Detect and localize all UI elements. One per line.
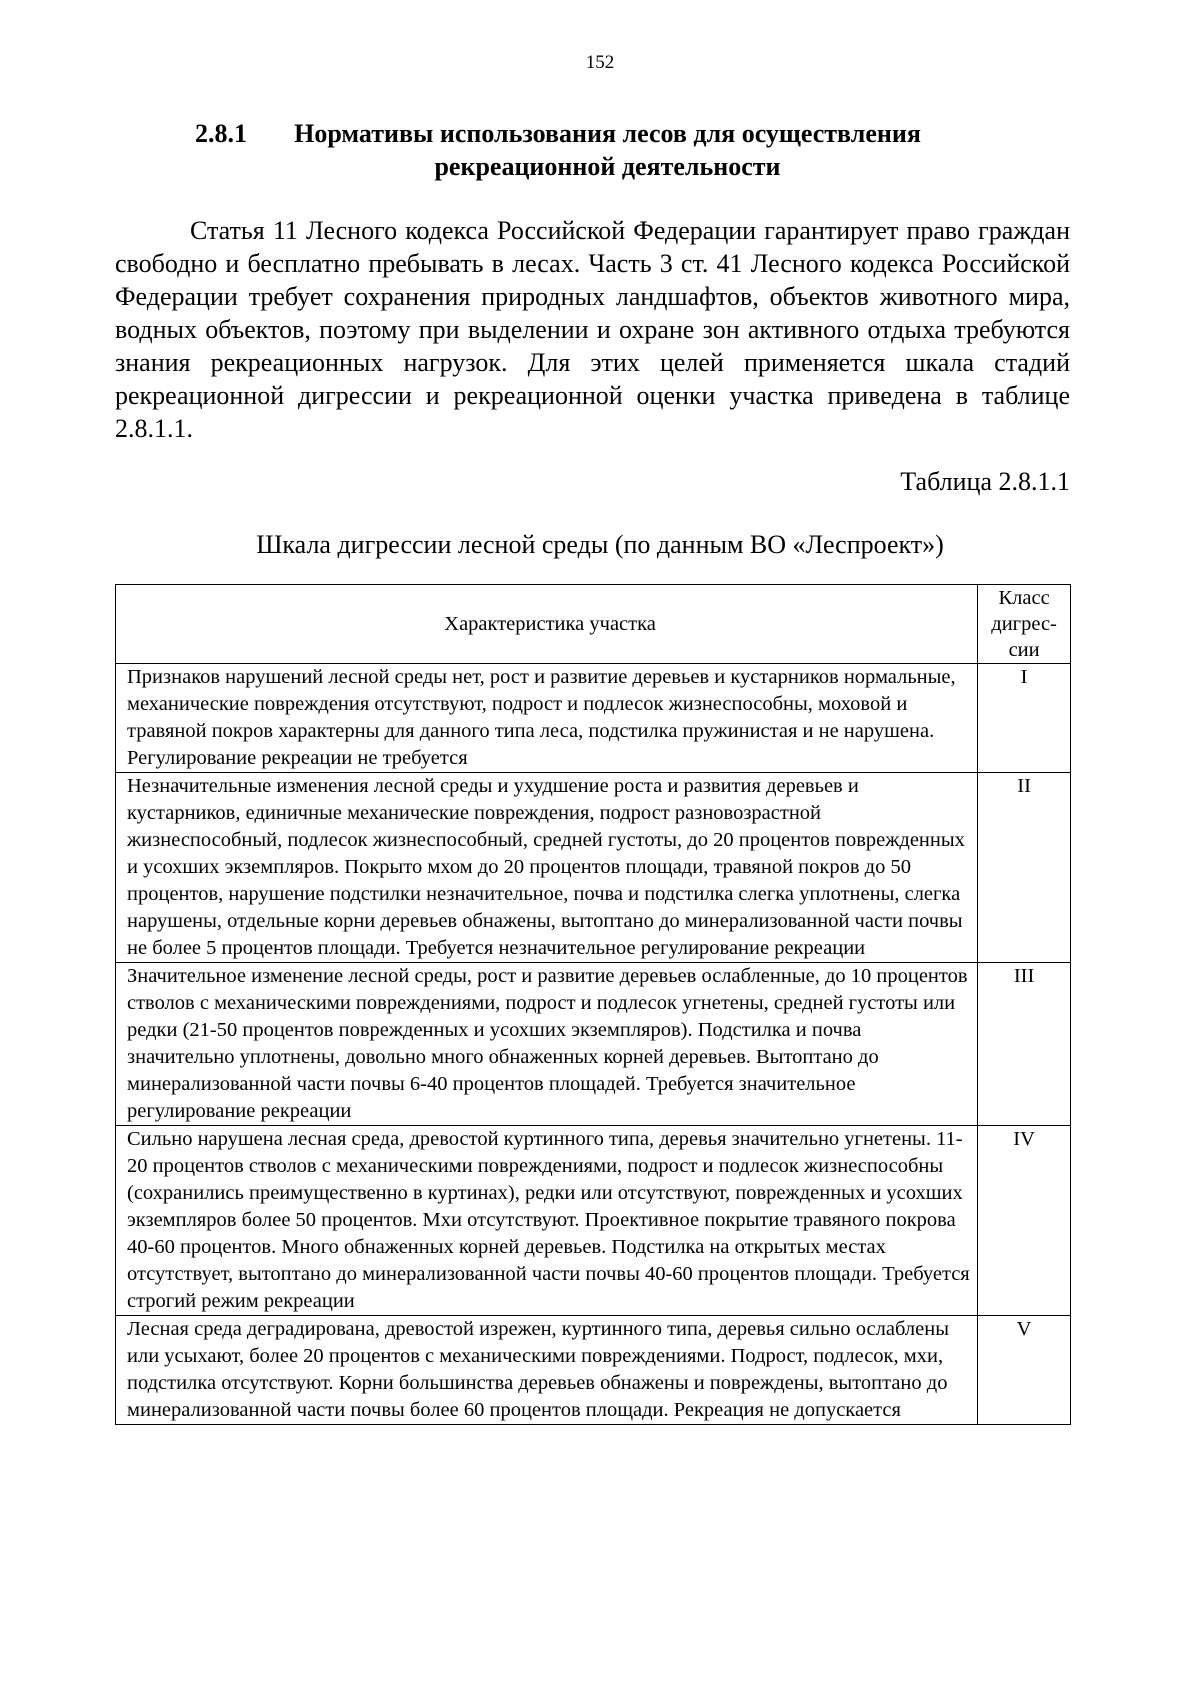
- row-characteristic: Признаков нарушений лесной среды нет, рост и развитие деревьев и кустарников нормальные, механические повреждения отсутствуют, подрост и подлесок жизнеспособны, моховой и травяной покров характерны для данного типа леса, подстилка пружинистая и не нарушена. Регулирование рекреации не требуется: [116, 664, 978, 773]
- section-number: 2.8.1: [195, 119, 247, 148]
- row-class: III: [978, 963, 1071, 1126]
- table-row: [116, 773, 1071, 963]
- row-characteristic: Значительное изменение лесной среды, рост и развитие деревьев ослабленные, до 10 процентов стволов с механическими повреждениями, подрост и подлесок угнетены, средней густоты или редки (21-50 процентов поврежденных и усохших экземпляров). Подстилка и почва значительно уплотнены, довольно много обнаженных корней деревьев. Вытоптано до минерализованной части почвы 6-40 процентов площадей. Требуется значительное регулирование рекреации: [116, 963, 978, 1126]
- row-class: I: [978, 664, 1071, 773]
- row-class: V: [978, 1316, 1071, 1425]
- section-heading: [195, 117, 1015, 183]
- page-number: 152: [585, 52, 615, 73]
- table-row: [116, 963, 1071, 1126]
- row-characteristic: Незначительные изменения лесной среды и ухудшение роста и развития деревьев и кустарников, единичные механические повреждения, подрост разновозрастной жизнеспособный, подлесок жизнеспособный, средней густоты, до 20 процентов поврежденных и усохших экземпляров. Покрыто мхом до 20 процентов площади, травяной покров до 50 процентов, нарушение подстилки незначительное, почва и подстилка слегка уплотнены, слегка нарушены, отдельные корни деревьев обнажены, вытоптано до минерализованной части почвы не более 5 процентов площади. Требуется незначительное регулирование рекреации: [116, 773, 978, 963]
- table-row: [116, 1316, 1071, 1425]
- section-title: Нормативы использования лесов для осуществления рекреационной деятельности: [294, 119, 921, 181]
- table-header-row: [116, 585, 1071, 664]
- table-caption: Шкала дигрессии лесной среды (по данным ВО «Леспроект»): [256, 530, 944, 559]
- intro-paragraph: Статья 11 Лесного кодекса Российской Федерации гарантирует право граждан свободно и бесплатно пребывать в лесах. Часть 3 ст. 41 Лесного кодекса Российской Федерации требует сохранения природных ландшафтов, объектов животного мира, водных объектов, поэтому при выделении и охране зон активного отдыха требуются знания рекреационных нагрузок. Для этих целей применяется шкала стадий рекреационной дигрессии и рекреационной оценки участка приведена в таблице 2.8.1.1.: [115, 216, 1070, 443]
- table-row: [116, 664, 1071, 773]
- table-label: Таблица 2.8.1.1: [900, 467, 1070, 496]
- row-class: IV: [978, 1126, 1071, 1316]
- header-class: Класс дигрес- сии: [978, 585, 1071, 664]
- digression-table: [115, 584, 1071, 1425]
- row-characteristic: Сильно нарушена лесная среда, древостой куртинного типа, деревья значительно угнетены. 11-20 процентов стволов с механическими повреждениями, подрост и подлесок жизнеспособны (сохранились преимущественно в куртинах), редки или отсутствуют, поврежденных и усохших экземпляров более 50 процентов. Мхи отсутствуют. Проективное покрытие травяного покрова 40-60 процентов. Много обнаженных корней деревьев. Подстилка на открытых местах отсутствует, вытоптано до минерализованной части почвы 40-60 процентов площади. Требуется строгий режим рекреации: [116, 1126, 978, 1316]
- row-class: II: [978, 773, 1071, 963]
- header-characteristic: Характеристика участка: [116, 585, 978, 664]
- row-characteristic: Лесная среда деградирована, древостой изрежен, куртинного типа, деревья сильно ослаблены или усыхают, более 20 процентов с механическими повреждениями. Подрост, подлесок, мхи, подстилка отсутствуют. Корни большинства деревьев обнажены и повреждены, вытоптано до минерализованной части почвы более 60 процентов площади. Рекреация не допускается: [116, 1316, 978, 1425]
- table-row: [116, 1126, 1071, 1316]
